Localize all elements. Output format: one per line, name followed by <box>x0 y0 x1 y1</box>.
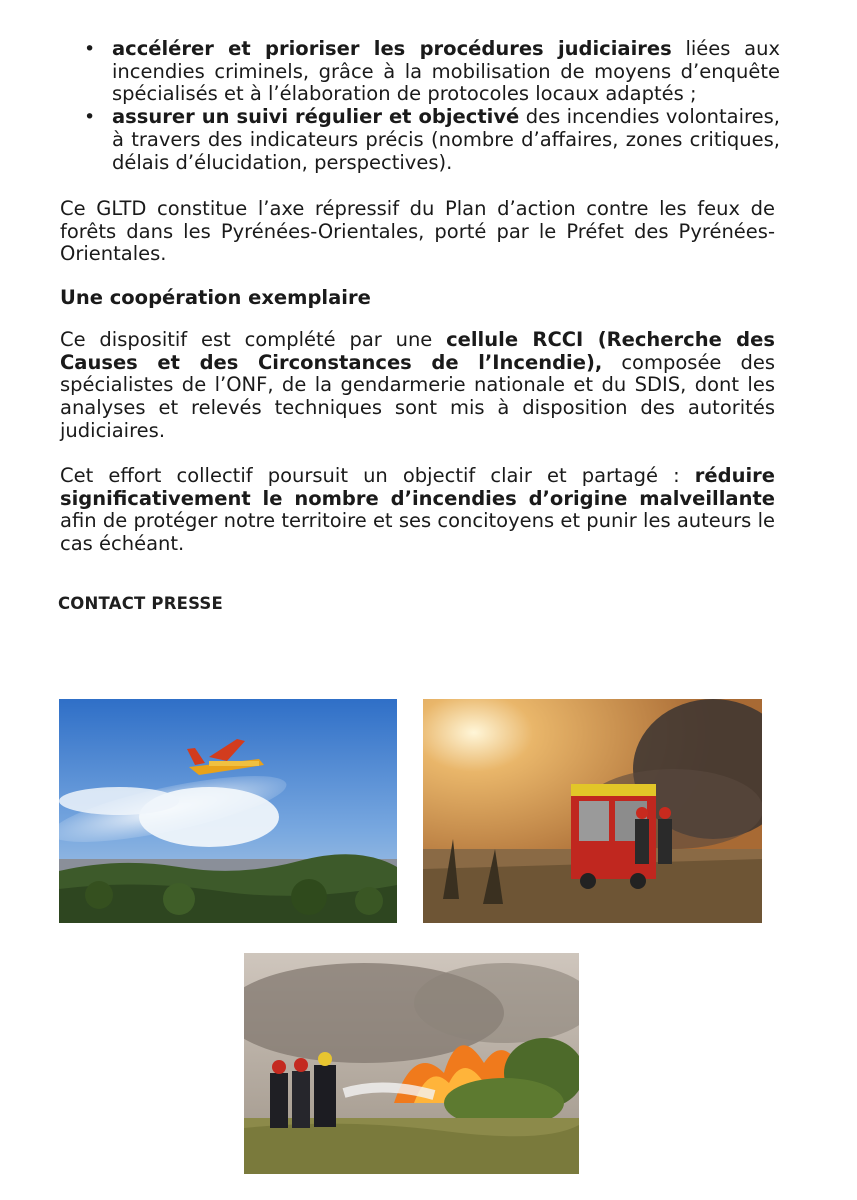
rcci-text-start: Ce dispositif est complété par une <box>60 328 447 351</box>
list-item <box>60 38 780 106</box>
water-bomber-photo <box>59 699 397 923</box>
fire-truck-illustration <box>423 699 762 923</box>
effort-bold-text: réduire significativement le nombre d’incendies d’origine malveillante <box>60 464 775 510</box>
rcci-bold-text: cellule RCCI (Recherche des Causes et des Circonstances de l’Incendie), <box>60 328 775 374</box>
bullet-marker: • <box>84 106 96 129</box>
bullet-marker: • <box>84 38 96 60</box>
section-heading: Une coopération exemplaire <box>60 286 371 309</box>
bullet-bold-text: assurer un suivi régulier et objectivé <box>112 105 520 129</box>
effort-text-end: afin de protéger notre territoire et ses concitoyens et punir les auteurs le cas échéant. <box>60 509 775 556</box>
fire-truck-photo <box>423 699 762 923</box>
firefighters-photo <box>244 953 579 1174</box>
paragraph-rcci <box>60 329 775 443</box>
contact-heading: CONTACT PRESSE <box>58 594 223 613</box>
bullet-bold-text: accélérer et prioriser les procédures judiciaires <box>112 37 672 60</box>
measures-list <box>60 38 780 174</box>
paragraph-gltd: Ce GLTD constitue l’axe répressif du Plan d’action contre les feux de forêts dans les Pyrénées-Orientales, porté par le Préfet des Pyrénées-Orientales. <box>60 197 775 266</box>
paragraph-effort <box>60 465 775 556</box>
effort-text-start: Cet effort collectif poursuit un objectif clair et partagé : <box>60 464 695 487</box>
water-bomber-illustration <box>59 699 397 923</box>
bullet-text: liées aux incendies criminels, grâce à la mobilisation de moyens d’enquête spécialisés et à l’élaboration de protocoles locaux adaptés ; <box>112 37 781 106</box>
rcci-text-end: composée des spécialistes de l’ONF, de la gendarmerie nationale et du SDIS, dont les analyses et relevés techniques sont mis à disposition des autorités judiciaires. <box>60 350 775 442</box>
firefighters-illustration <box>244 953 579 1174</box>
bullet-text: des incendies volontaires, à travers des indicateurs précis (nombre d’affaires, zones critiques, délais d’élucidation, perspectives). <box>112 105 780 174</box>
list-item <box>60 106 780 174</box>
